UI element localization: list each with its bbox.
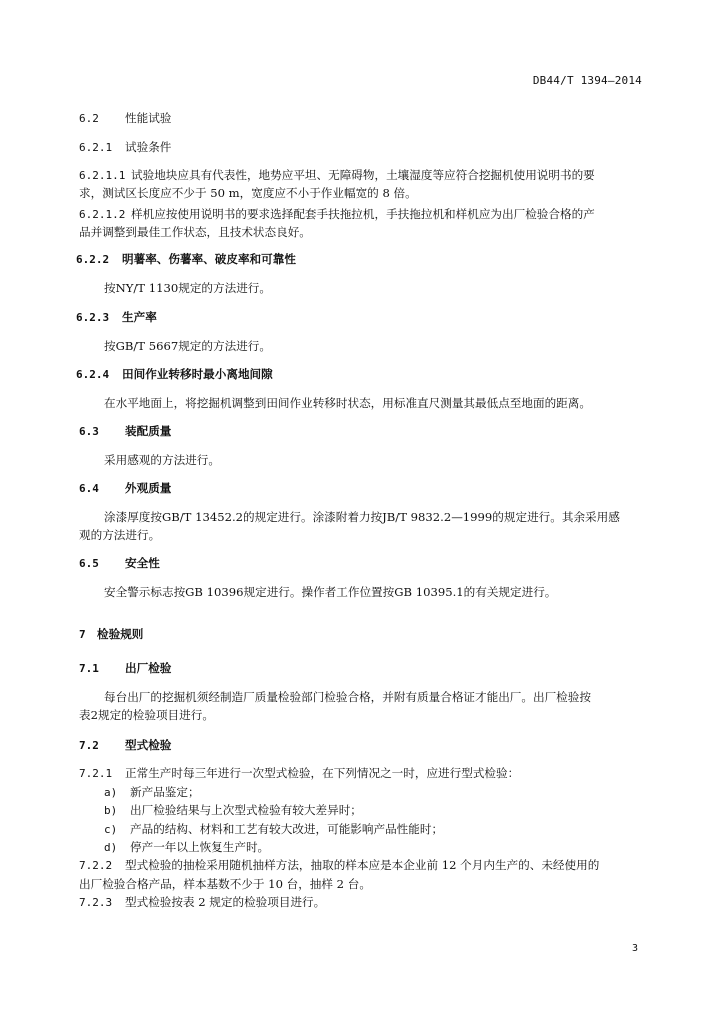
section-title: 试验条件 xyxy=(125,140,172,154)
chapter-7-heading xyxy=(79,626,143,643)
clause-number: 6.2.1.1 xyxy=(79,169,126,182)
section-6-4-heading xyxy=(79,480,171,497)
section-6-2-3-text: 按GB/T 5667规定的方法进行。 xyxy=(104,339,271,353)
section-title: 生产率 xyxy=(122,310,157,324)
standard-code-header: DB44/T 1394—2014 xyxy=(532,74,642,87)
clause-7-2-1 xyxy=(79,765,519,782)
section-number: 6.2.3 xyxy=(76,311,110,324)
section-number: 6.2.2 xyxy=(76,253,110,266)
section-6-4-text-line-2: 观的方法进行。 xyxy=(79,528,161,542)
section-6-2-heading xyxy=(79,110,171,127)
clause-number: 7.2.1 xyxy=(79,767,113,780)
section-number: 6.4 xyxy=(79,482,99,495)
list-item-text: 停产一年以上恢复生产时。 xyxy=(130,840,270,854)
page-number: 3 xyxy=(631,943,638,954)
list-item-label: a) xyxy=(104,786,118,799)
section-title: 明薯率、伤薯率、破皮率和可靠性 xyxy=(122,252,296,266)
section-6-5-heading xyxy=(79,555,160,572)
section-6-2-3-heading xyxy=(76,309,157,326)
list-item xyxy=(104,821,443,838)
section-number: 6.2.1 xyxy=(79,141,113,154)
section-number: 7.1 xyxy=(79,662,99,675)
section-number: 6.5 xyxy=(79,557,99,570)
list-item-text: 产品的结构、材料和工艺有较大改进，可能影响产品性能时； xyxy=(130,822,444,836)
section-7-1-text-line-1: 每台出厂的挖掘机须经制造厂质量检验部门检验合格，并附有质量合格证才能出厂。出厂检验按 xyxy=(104,690,591,704)
section-title: 装配质量 xyxy=(125,424,172,438)
list-item-text: 出厂检验结果与上次型式检验有较大差异时； xyxy=(130,803,362,817)
clause-6-2-1-1-line-2: 求，测试区长度应不少于 50 m，宽度应不小于作业幅宽的 8 倍。 xyxy=(79,186,417,200)
section-6-2-1-heading xyxy=(79,139,171,156)
list-item-label: c) xyxy=(104,823,118,836)
chapter-title: 检验规则 xyxy=(97,627,144,641)
section-title: 性能试验 xyxy=(125,111,172,125)
section-6-4-text-line-1: 涂漆厚度按GB/T 13452.2的规定进行。涂漆附着力按JB/T 9832.2—1999的规定进行。其余采用感 xyxy=(104,510,620,524)
section-6-2-4-text: 在水平地面上，将挖掘机调整到田间作业转移时状态，用标准直尺测量其最低点至地面的距离。 xyxy=(104,396,591,410)
clause-7-2-3 xyxy=(79,894,325,911)
section-number: 6.2.4 xyxy=(76,368,110,381)
section-6-3-text: 采用感观的方法进行。 xyxy=(104,453,220,467)
list-item xyxy=(104,802,362,819)
list-item xyxy=(104,839,269,856)
section-6-2-2-text: 按NY/T 1130规定的方法进行。 xyxy=(104,281,271,295)
clause-6-2-1-2-line-1 xyxy=(79,206,595,223)
clause-text: 型式检验的抽检采用随机抽样方法，抽取的样本应是本企业前 12 个月内生产的、未经使用的 xyxy=(125,858,600,872)
clause-number: 7.2.2 xyxy=(79,859,113,872)
clause-text: 正常生产时每三年进行一次型式检验，在下列情况之一时，应进行型式检验： xyxy=(125,766,520,780)
clause-6-2-1-2-line-2: 品并调整到最佳工作状态，且技术状态良好。 xyxy=(79,225,311,239)
section-title: 田间作业转移时最小离地间隙 xyxy=(122,367,273,381)
section-title: 出厂检验 xyxy=(125,661,172,675)
section-7-1-heading xyxy=(79,660,171,677)
clause-7-2-2-line-1 xyxy=(79,857,599,874)
section-number: 7.2 xyxy=(79,739,99,752)
list-item-label: d) xyxy=(104,841,118,854)
section-6-5-text: 安全警示标志按GB 10396规定进行。操作者工作位置按GB 10395.1的有关规定进行。 xyxy=(104,585,557,599)
section-7-2-heading xyxy=(79,737,171,754)
section-7-1-text-line-2: 表2规定的检验项目进行。 xyxy=(79,708,214,722)
section-title: 外观质量 xyxy=(125,481,172,495)
clause-7-2-2-line-2: 出厂检验合格产品，样本基数不少于 10 台，抽样 2 台。 xyxy=(79,877,371,891)
clause-text: 型式检验按表 2 规定的检验项目进行。 xyxy=(125,895,326,909)
list-item xyxy=(104,784,200,801)
section-title: 型式检验 xyxy=(125,738,172,752)
list-item-text: 新产品鉴定； xyxy=(130,785,200,799)
clause-number: 6.2.1.2 xyxy=(79,208,126,221)
clause-text: 试验地块应具有代表性，地势应平坦、无障碍物，土壤湿度等应符合挖掘机使用说明书的要 xyxy=(131,168,595,182)
section-number: 6.3 xyxy=(79,425,99,438)
section-6-2-4-heading xyxy=(76,366,273,383)
section-number: 6.2 xyxy=(79,112,99,125)
section-6-3-heading xyxy=(79,423,171,440)
clause-text: 样机应按使用说明书的要求选择配套手扶拖拉机，手扶拖拉机和样机应为出厂检验合格的产 xyxy=(131,207,595,221)
clause-6-2-1-1-line-1 xyxy=(79,167,595,184)
clause-number: 7.2.3 xyxy=(79,896,113,909)
section-title: 安全性 xyxy=(125,556,160,570)
chapter-number: 7 xyxy=(79,628,86,641)
section-6-2-2-heading xyxy=(76,251,296,268)
list-item-label: b) xyxy=(104,804,118,817)
